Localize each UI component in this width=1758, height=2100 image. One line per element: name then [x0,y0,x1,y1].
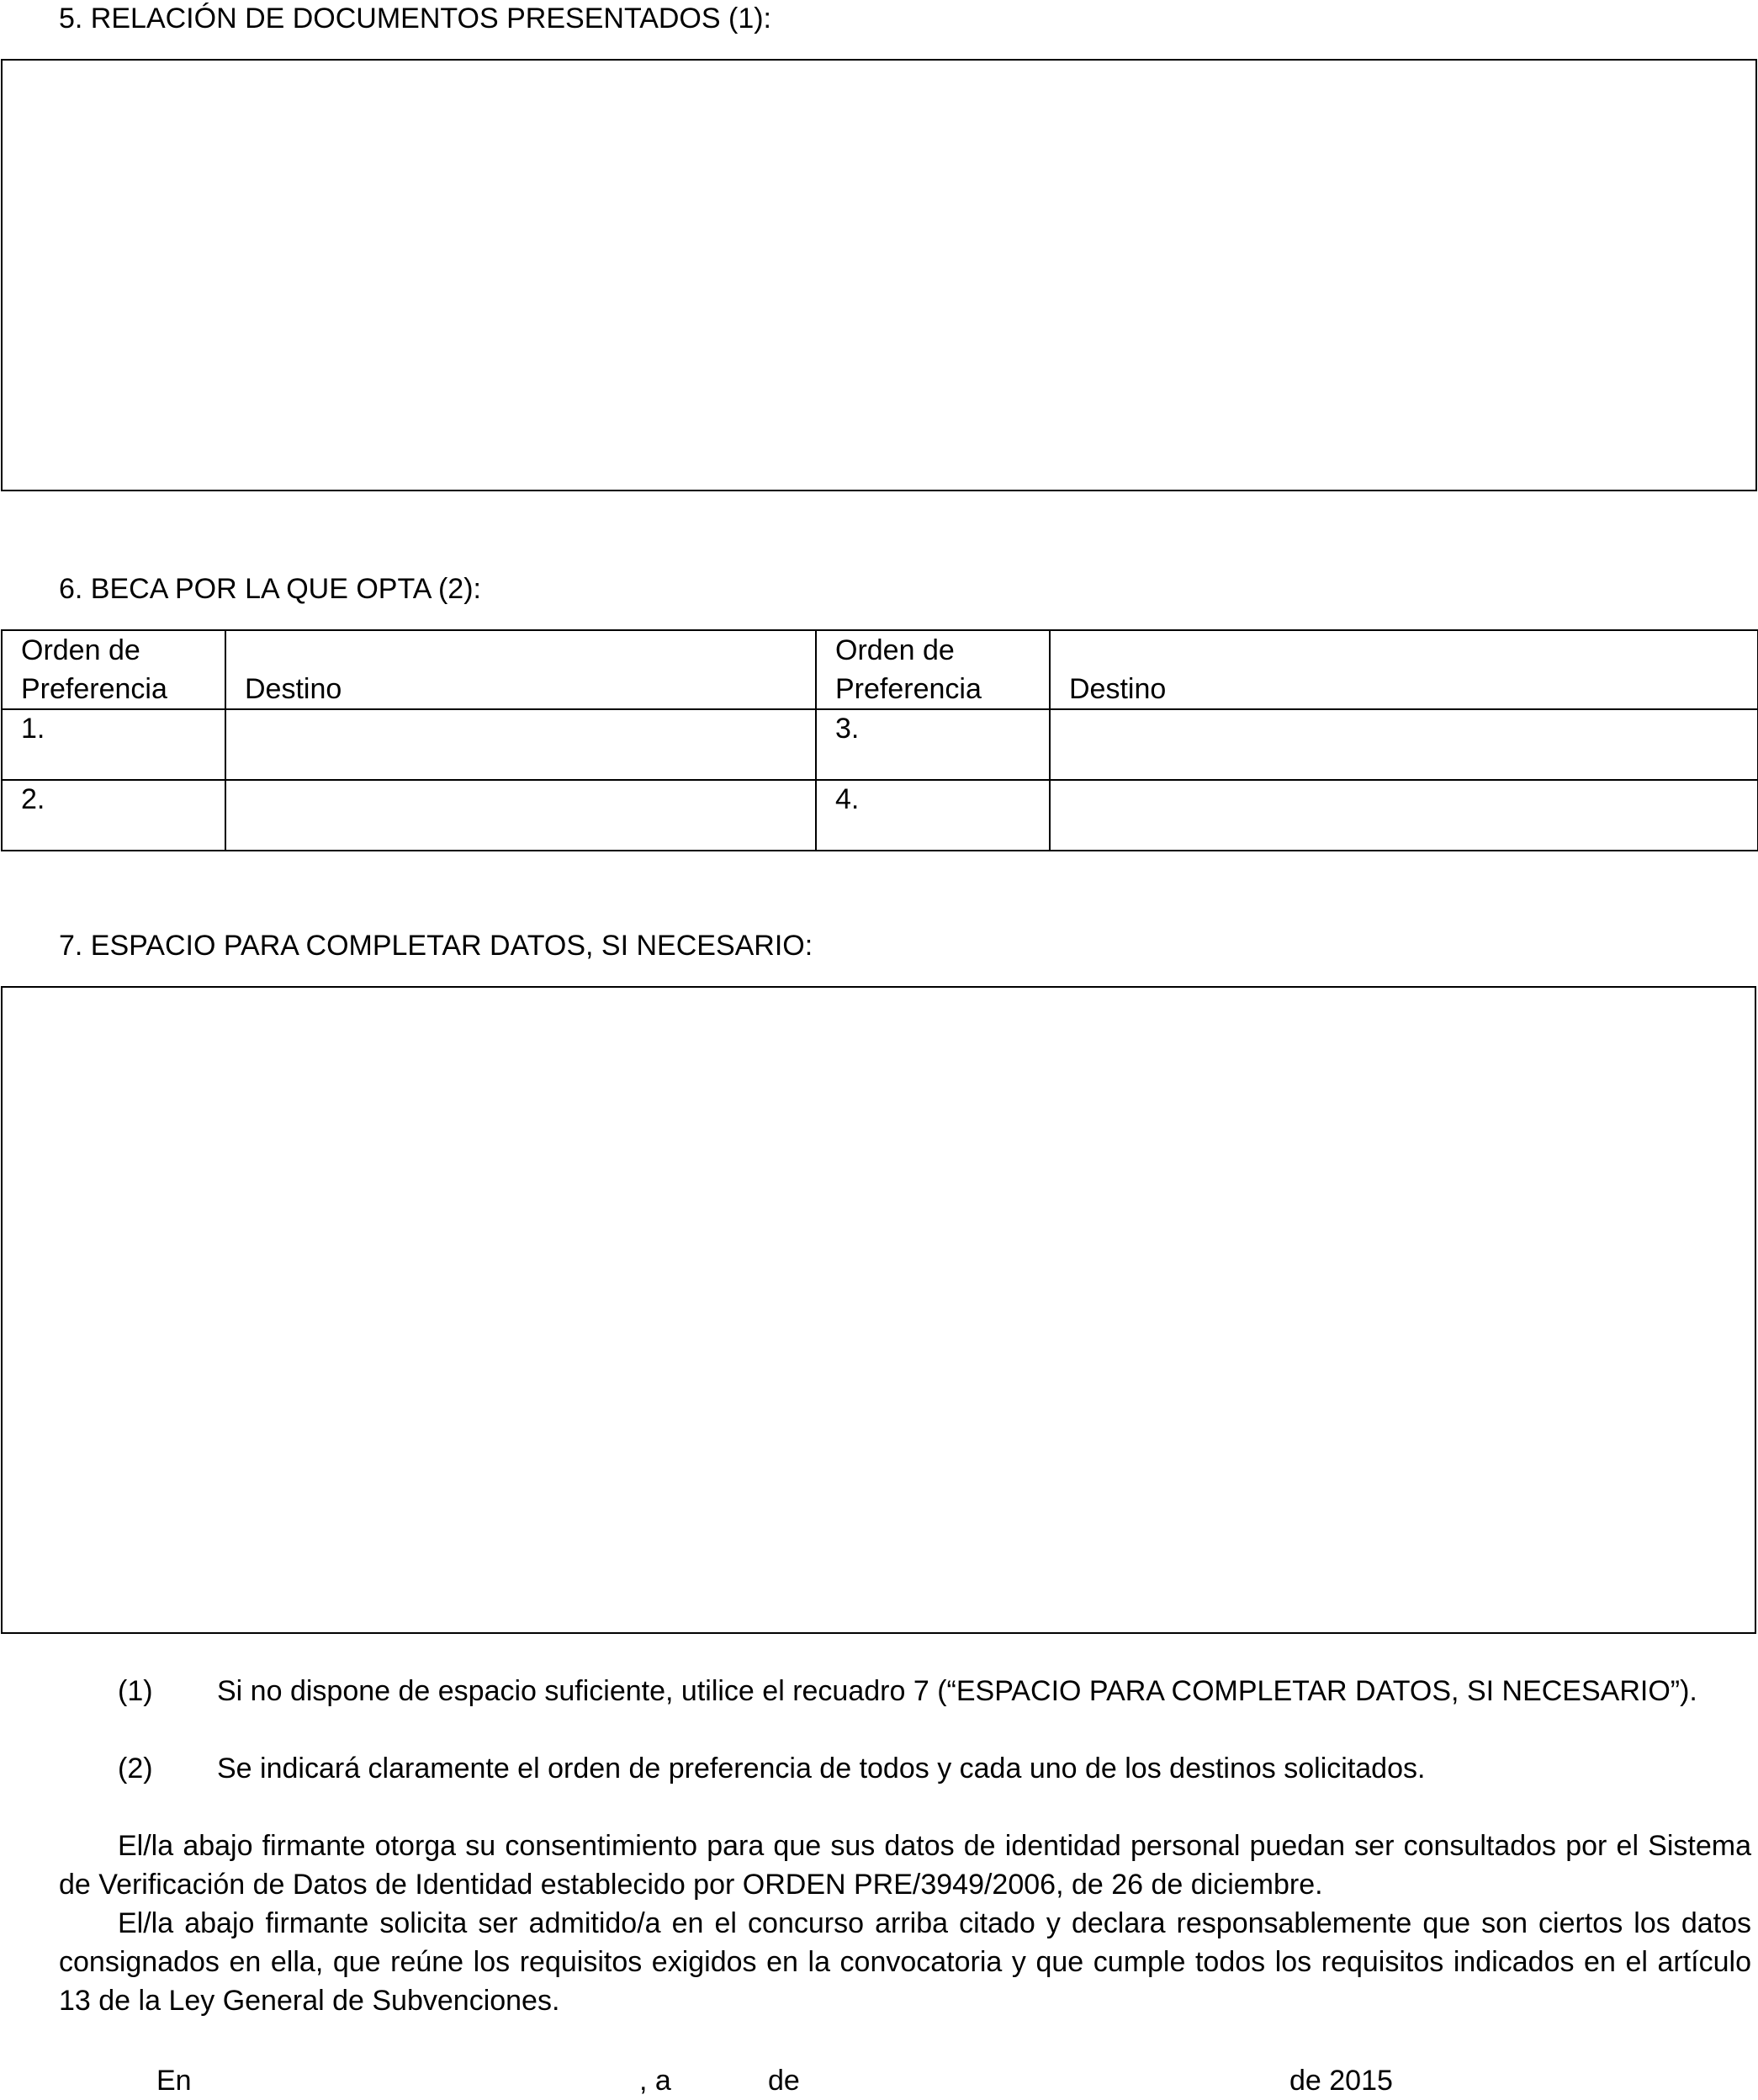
additional-data-box[interactable] [1,986,1756,1634]
declaration-consent-text: El/la abajo firmante otorga su consentimiento para que sus datos de identidad personal puedan ser consultados por el Sistema de Verificación de Datos de Identidad establecido por ORDEN PRE/3949/2006, de 26 de diciembre. [59,1830,1751,1901]
note-2-text: Se indicará claramente el orden de preferencia de todos y cada uno de los destinos solicitados. [217,1753,1426,1784]
note-2 [59,1749,1751,1788]
signature-de: de [768,2065,800,2097]
note-1 [59,1672,1751,1710]
declaration-consent [59,1827,1751,1904]
signature-a: , a [639,2065,671,2097]
header-orden-line1: Orden de [835,634,955,666]
row2-left-destino[interactable] [225,780,816,851]
header-orden-left [2,630,225,709]
header-destino-label: Destino [1069,673,1167,705]
row1-left-number: 1. [2,709,225,780]
row1-right-destino[interactable] [1050,709,1758,780]
header-destino-left [225,630,816,709]
header-destino-label: Destino [245,673,342,705]
row1-right-number: 3. [816,709,1050,780]
header-orden-line1: Orden de [21,634,140,666]
table-row [2,780,1758,851]
documents-list-box[interactable] [1,59,1757,491]
note-1-label: (1) [118,1675,153,1707]
table-header-row [2,630,1758,709]
row2-left-number: 2. [2,780,225,851]
header-orden-line2: Preferencia [835,673,982,705]
signature-en: En [156,2065,192,2097]
preference-table [1,629,1758,851]
declaration-admission-text: El/la abajo firmante solicita ser admitido/a en el concurso arriba citado y declara responsablemente que son ciertos los datos consignados en ella, que reúne los requisitos exigidos en la convocatoria y que cumple todos los requisitos indicados en el artículo 13 de la Ley General de Subvenciones. [59,1907,1751,2017]
header-destino-right [1050,630,1758,709]
signature-year: de 2015 [1289,2065,1393,2097]
section-6-title: 6. BECA POR LA QUE OPTA (2): [59,573,481,605]
note-2-label: (2) [118,1753,153,1784]
row2-right-number: 4. [816,780,1050,851]
row1-left-destino[interactable] [225,709,816,780]
note-1-text: Si no dispone de espacio suficiente, utilice el recuadro 7 (“ESPACIO PARA COMPLETAR DATOS, SI NECESARIO”). [217,1675,1697,1707]
header-orden-right [816,630,1050,709]
row2-right-destino[interactable] [1050,780,1758,851]
table-row [2,709,1758,780]
declaration-admission [59,1904,1751,2020]
header-orden-line2: Preferencia [21,673,167,705]
section-5-title: 5. RELACIÓN DE DOCUMENTOS PRESENTADOS (1): [59,3,771,34]
section-7-title: 7. ESPACIO PARA COMPLETAR DATOS, SI NECESARIO: [59,930,813,962]
